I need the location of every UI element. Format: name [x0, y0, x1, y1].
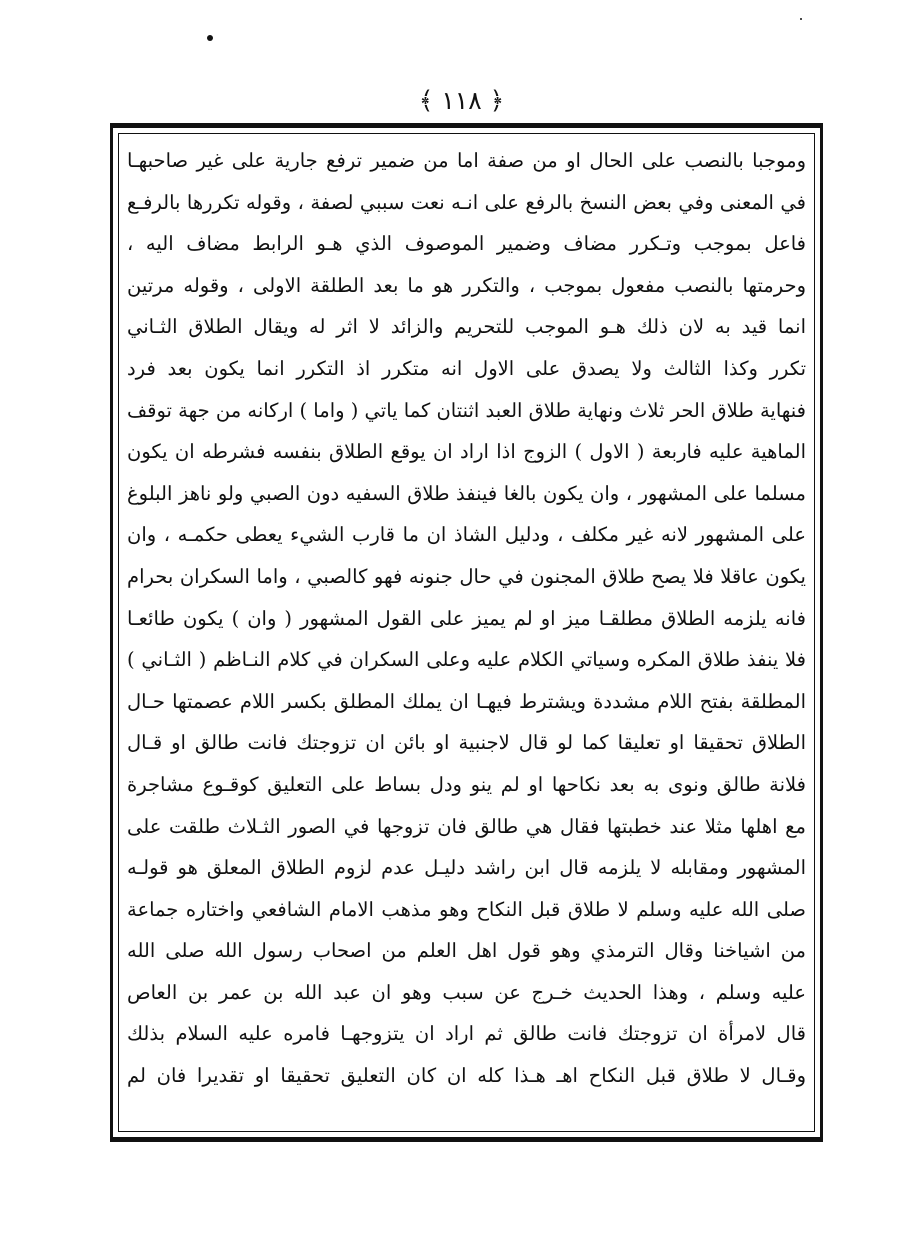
text-line-17: مع اهلها مثلا عند خطبتها فقال هي طالق فان تزوجها في الصور الثـلاث طلقت على	[127, 814, 806, 838]
text-line-3: فاعل بموجب وتـكرر مضاف وضمير الموصوف الذي هـو الرابط مضاف اليه ،	[127, 232, 806, 256]
text-line-2: في المعنى وفي بعض النسخ بالرفع على انـه نعت سببي لصفة ، وقوله تكررها بالرفـع	[127, 190, 806, 214]
text-line-7: فنهاية طلاق الحر ثلاث ونهاية طلاق العبد اثنتان كما ياتي ( واما ) اركانه من جهة توقف	[127, 398, 806, 422]
text-line-15: الطلاق تحقيقا او تعليقا كما لو قال لاجنبية او بائن ان تزوجتك فانت طالق او قـال	[127, 731, 806, 755]
text-line-10: على المشهور لانه غير مكلف ، ودليل الشاذ ان ما قارب الشيء يعطى حكمـه ، وان	[127, 523, 806, 547]
text-line-18: المشهور ومقابله لا يلزمه قال ابن راشد دليـل عدم لزوم الطلاق المعلق هو قولـه	[127, 856, 806, 880]
text-line-1: وموجبا بالنصب على الحال او من صفة اما من ضمير ترفع جارية على غير صاحبهـا	[127, 149, 806, 172]
text-line-16: فلانة طالق ونوى به بعد نكاحها او لم ينو ودل بساط على التعليق كوقـوع مشاجرة	[127, 772, 806, 796]
text-line-13: فلا ينفذ طلاق المكره وسياتي الكلام عليه وعلى السكران في كلام النـاظم ( الثـاني )	[127, 648, 806, 672]
text-line-11: يكون عاقلا فلا يصح طلاق المجنون في حال جنونه فهو كالصبي ، واما السكران بحرام	[127, 564, 806, 588]
body-text	[127, 140, 806, 1097]
text-line-21: عليه وسلم ، وهذا الحديث خـرج عن سبب وهو ان عبد الله بن عمر بن العاص	[127, 980, 806, 1004]
text-line-9: مسلما على المشهور ، وان يكون بالغا فينفذ طلاق السفيه دون الصبي ولو ناهز البلوغ	[127, 481, 806, 505]
text-line-22: قال لامرأة ان تزوجتك فانت طالق ثم اراد ان يتزوجهـا فامره عليه السلام بذلك	[127, 1022, 806, 1046]
text-line-14: المطلقة بفتح اللام مشددة ويشترط فيهـا ان يملك المطلق بكسر اللام عصمتها حـال	[127, 689, 806, 713]
text-line-12: فانه يلزمه الطلاق مطلقـا ميز او لم يميز على القول المشهور ( وان ) يكون طائعـا	[127, 606, 806, 630]
text-line-20: من اشياخنا وقال الترمذي وهو قول اهل العلم من اصحاب رسول الله صلى الله	[127, 939, 806, 963]
text-line-6: تكرر وكذا الثالث ولا يصدق على الاول انه متكرر اذ التكرر انما يكون بعد فرد	[127, 356, 806, 380]
text-line-8: الماهية عليه فاربعة ( الاول ) الزوج اذا اراد ان يوقع الطلاق بنفسه فشرطه ان يكون	[127, 440, 806, 464]
text-line-5: انما قيد به لان ذلك هـو الموجب للتحريم والزائد لا اثر له ويقال الطلاق الثـاني	[127, 315, 806, 339]
page-number: ﴿ ١١٨ ﴾	[418, 86, 505, 115]
text-line-23: وقـال لا طلاق قبل النكاح اهـ هـذا كله ان كان التعليق تحقيقا او تقديرا فان لم	[127, 1064, 806, 1088]
ink-speck-top-right	[800, 18, 802, 20]
text-line-4: وحرمتها بالنصب مفعول بموجب ، والتكرر هو ما بعد الطلقة الاولى ، وقوله مرتين	[127, 273, 806, 297]
ink-dot-top	[207, 35, 213, 41]
text-line-19: صلى الله عليه وسلم لا طلاق قبل النكاح وهو مذهب الامام الشافعي واختاره جماعة	[127, 897, 806, 921]
